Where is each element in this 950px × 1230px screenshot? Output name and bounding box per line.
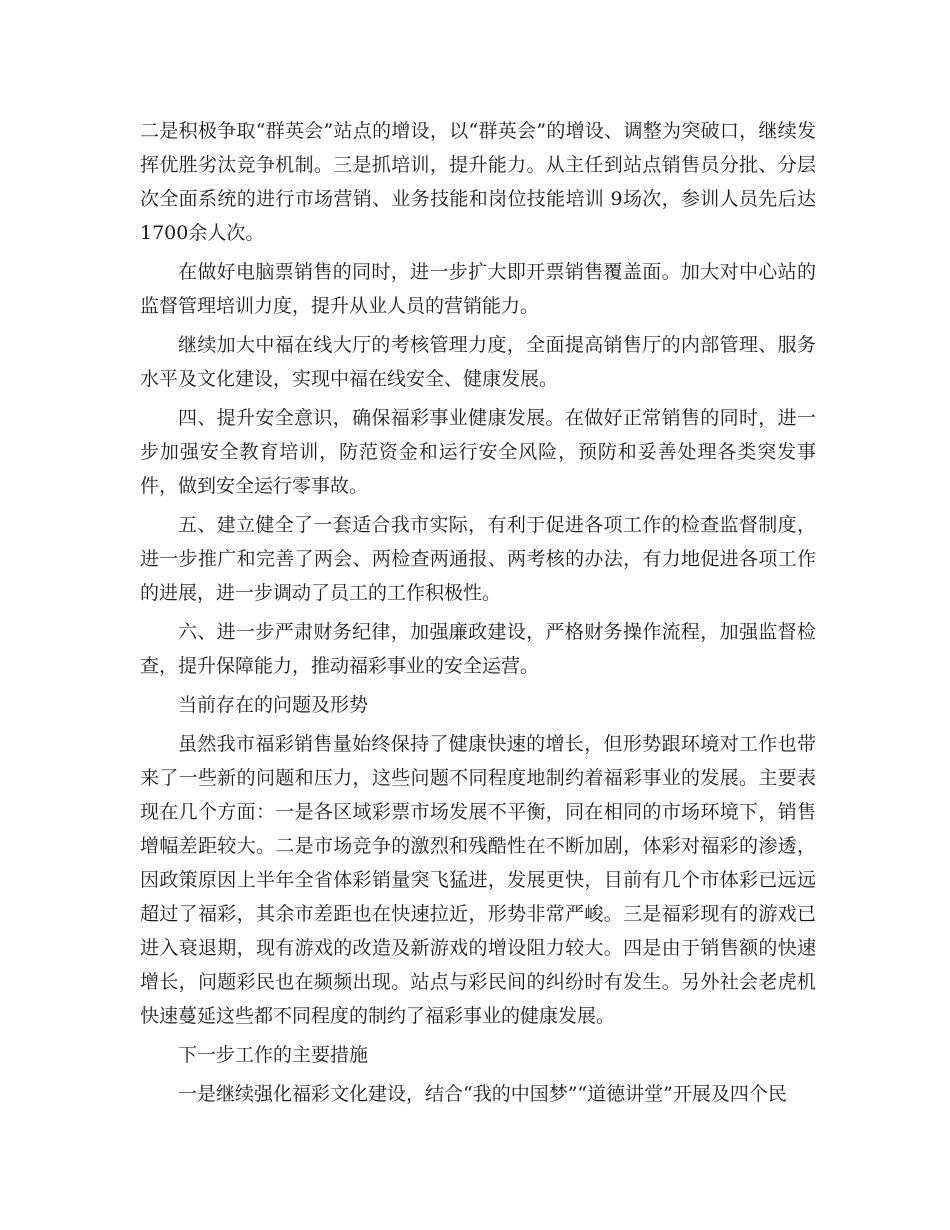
paragraph-1: 二是积极争取“群英会”站点的增设，以“群英会”的增设、调整为突破口，继续发挥优胜劣汰竞争机制。三是抓培训，提升能力。从主任到站点销售员分批、分层次全面系统的进行市场营销、业务技能和岗位技能培训 9场次，参训人员先后达1700余人次。 [140, 120, 816, 244]
paragraph-5: 五、建立健全了一套适合我市实际，有利于促进各项工作的检查监督制度，进一步推广和完善了两会、两检查两通报、两考核的办法，有力地促进各项工作的进展，进一步调动了员工的工作积极性。 [140, 514, 816, 604]
document-body [140, 114, 816, 1116]
paragraph-6: 六、进一步严肃财务纪律，加强廉政建设，严格财务操作流程，加强监督检查，提升保障能力，推动福彩事业的安全运营。 [140, 621, 816, 677]
paragraph-2: 在做好电脑票销售的同时，进一步扩大即开票销售覆盖面。加大对中心站的监督管理培训力度，提升从业人员的营销能力。 [140, 261, 816, 317]
section-heading-problems: 当前存在的问题及形势 [178, 694, 369, 716]
paragraph-4: 四、提升安全意识，确保福彩事业健康发展。在做好正常销售的同时，进一步加强安全教育培训，防范资金和运行安全风险，预防和妥善处理各类突发事件，做到安全运行零事故。 [140, 407, 816, 497]
paragraph-3: 继续加大中福在线大厅的考核管理力度，全面提高销售厅的内部管理、服务水平及文化建设，实现中福在线安全、健康发展。 [140, 334, 816, 390]
paragraph-7: 虽然我市福彩销售量始终保持了健康快速的增长，但形势跟环境对工作也带来了一些新的问题和压力，这些问题不同程度地制约着福彩事业的发展。主要表现在几个方面：一是各区域彩票市场发展不平衡，同在相同的市场环境下，销售增幅差距较大。二是市场竞争的激烈和残酷性在不断加剧，体彩对福彩的渗透，因政策原因上半年全省体彩销量突飞猛进，发展更快，目前有几个市体彩已远远超过了福彩，其余市差距也在快速拉近，形势非常严峻。三是福彩现有的游戏已进入衰退期，现有游戏的改造及新游戏的增设阻力较大。四是由于销售额的快速增长，问题彩民也在频频出现。站点与彩民间的纠纷时有发生。另外社会老虎机快速蔓延这些都不同程度的制约了福彩事业的健康发展。 [140, 733, 816, 1027]
paragraph-8: 一是继续强化福彩文化建设，结合“我的中国梦”“道德讲堂”开展及四个民 [178, 1083, 787, 1105]
section-heading-measures: 下一步工作的主要措施 [178, 1044, 369, 1066]
